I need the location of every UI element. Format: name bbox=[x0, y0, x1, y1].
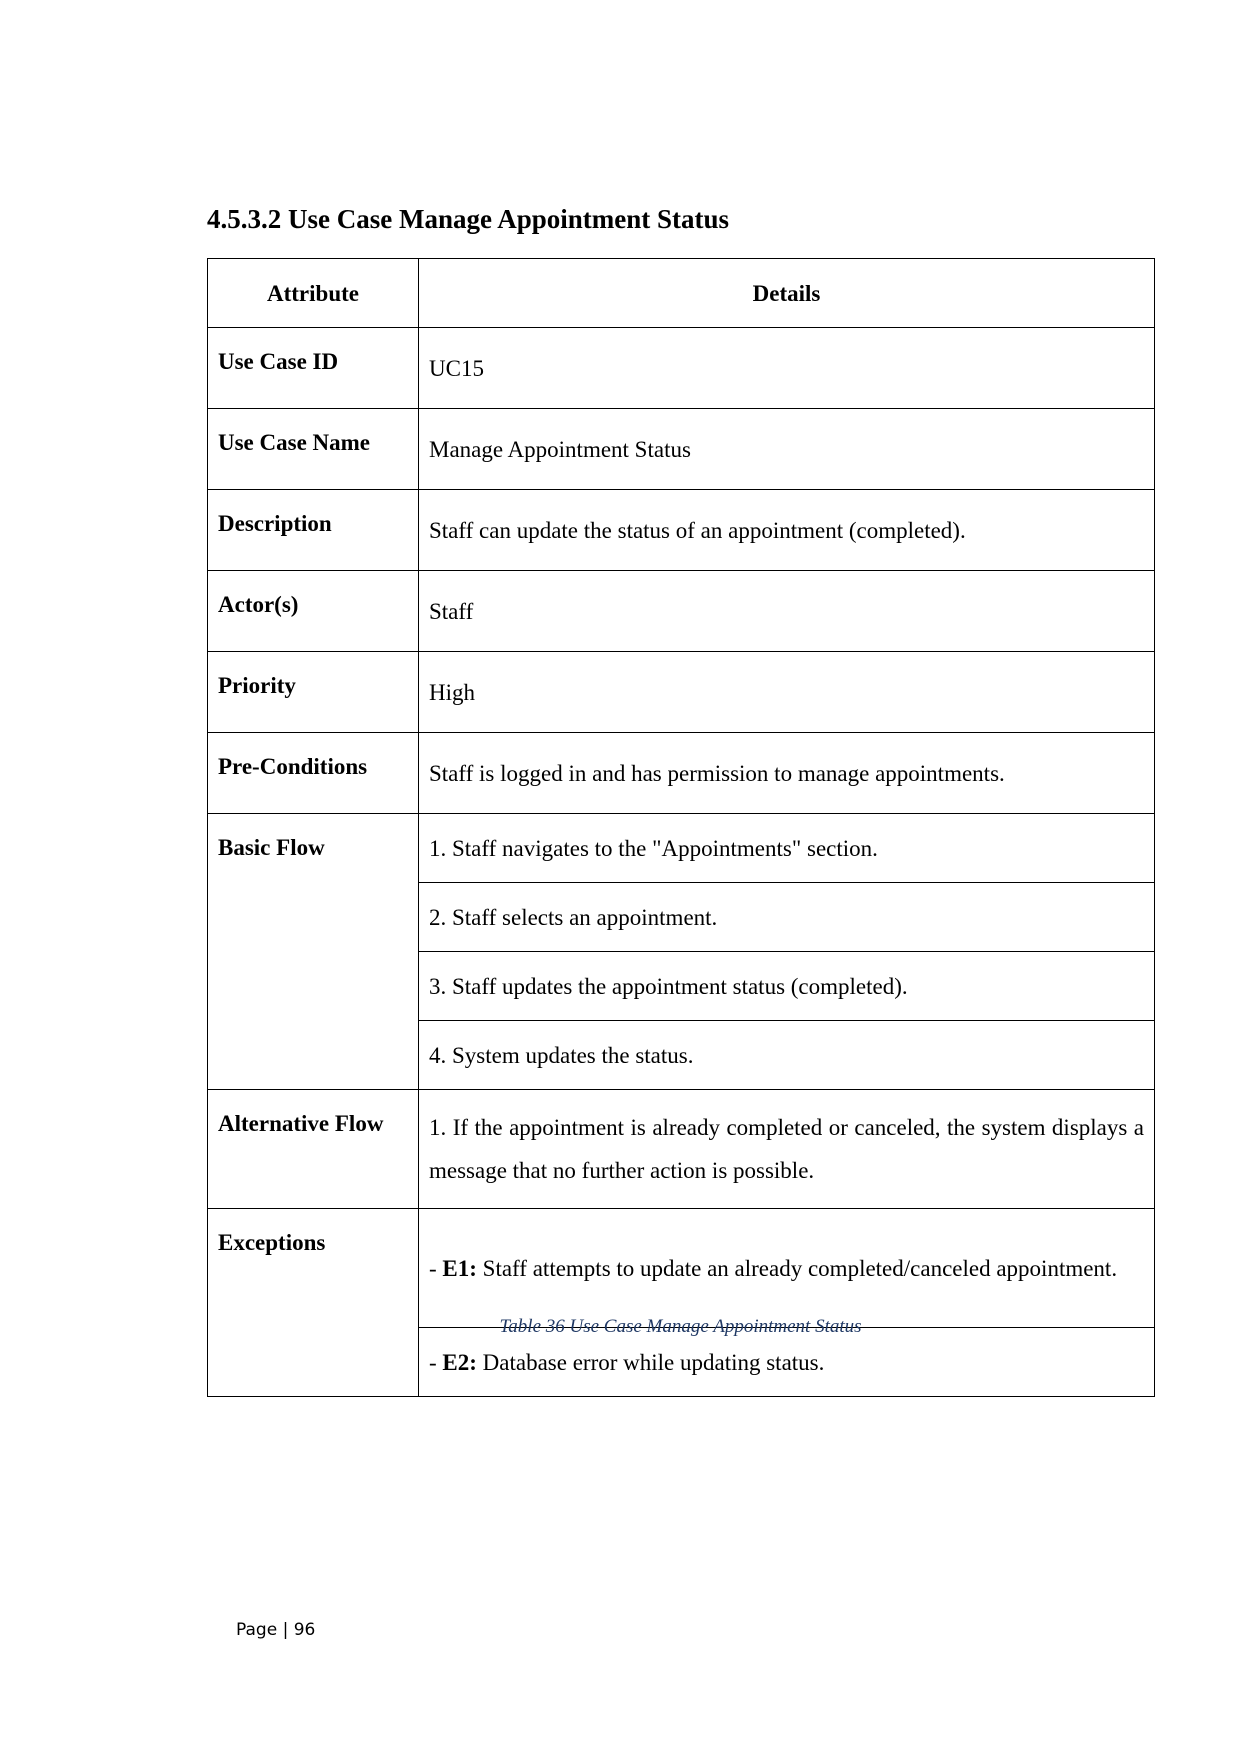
table-row-alternative-flow bbox=[208, 1090, 1155, 1209]
table-row-actors bbox=[208, 571, 1155, 652]
section-heading: 4.5.3.2 Use Case Manage Appointment Status bbox=[207, 204, 730, 234]
table-row-pre-conditions bbox=[208, 733, 1155, 814]
row-label: Pre-Conditions bbox=[208, 733, 419, 814]
row-label: Priority bbox=[208, 652, 419, 733]
exception-item bbox=[419, 1209, 1155, 1328]
page-label: Page bbox=[236, 1620, 278, 1640]
row-value: Manage Appointment Status bbox=[419, 409, 1155, 490]
row-label: Alternative Flow bbox=[208, 1090, 419, 1209]
basic-flow-step: 1. Staff navigates to the "Appointments" section. bbox=[419, 814, 1155, 883]
row-label: Use Case ID bbox=[208, 328, 419, 409]
table-row-basic-flow bbox=[208, 814, 1155, 883]
table-caption: Table 36 Use Case Manage Appointment Status bbox=[499, 1316, 862, 1337]
row-label: Use Case Name bbox=[208, 409, 419, 490]
page-separator: | bbox=[282, 1620, 289, 1640]
use-case-table bbox=[207, 258, 1155, 1397]
table-header-row bbox=[208, 259, 1155, 328]
table-row-exceptions bbox=[208, 1209, 1155, 1328]
row-value: Staff can update the status of an appointment (completed). bbox=[419, 490, 1155, 571]
exception-prefix: - bbox=[429, 1255, 443, 1281]
row-value: High bbox=[419, 652, 1155, 733]
basic-flow-step: 4. System updates the status. bbox=[419, 1021, 1155, 1090]
page-number: 96 bbox=[293, 1620, 316, 1640]
exception-text: Staff attempts to update an already completed/canceled appointment. bbox=[476, 1255, 1118, 1281]
exception-code: E1: bbox=[442, 1255, 477, 1281]
table-row-use-case-id bbox=[208, 328, 1155, 409]
page-footer bbox=[236, 1620, 315, 1640]
row-label: Description bbox=[208, 490, 419, 571]
row-value: UC15 bbox=[419, 328, 1155, 409]
row-label: Actor(s) bbox=[208, 571, 419, 652]
exception-code: E2: bbox=[442, 1349, 477, 1375]
exception-text: Database error while updating status. bbox=[476, 1349, 825, 1375]
row-label: Basic Flow bbox=[208, 814, 419, 1090]
row-value: Staff bbox=[419, 571, 1155, 652]
row-value: Staff is logged in and has permission to manage appointments. bbox=[419, 733, 1155, 814]
header-details: Details bbox=[419, 259, 1155, 328]
row-label: Exceptions bbox=[208, 1209, 419, 1397]
header-attribute: Attribute bbox=[208, 259, 419, 328]
exception-prefix: - bbox=[429, 1349, 443, 1375]
alternative-flow-text: 1. If the appointment is already completed or canceled, the system displays a message that no further action is possible. bbox=[419, 1090, 1155, 1209]
table-row-description bbox=[208, 490, 1155, 571]
table-row-use-case-name bbox=[208, 409, 1155, 490]
table-row-priority bbox=[208, 652, 1155, 733]
basic-flow-step: 2. Staff selects an appointment. bbox=[419, 883, 1155, 952]
basic-flow-step: 3. Staff updates the appointment status (completed). bbox=[419, 952, 1155, 1021]
